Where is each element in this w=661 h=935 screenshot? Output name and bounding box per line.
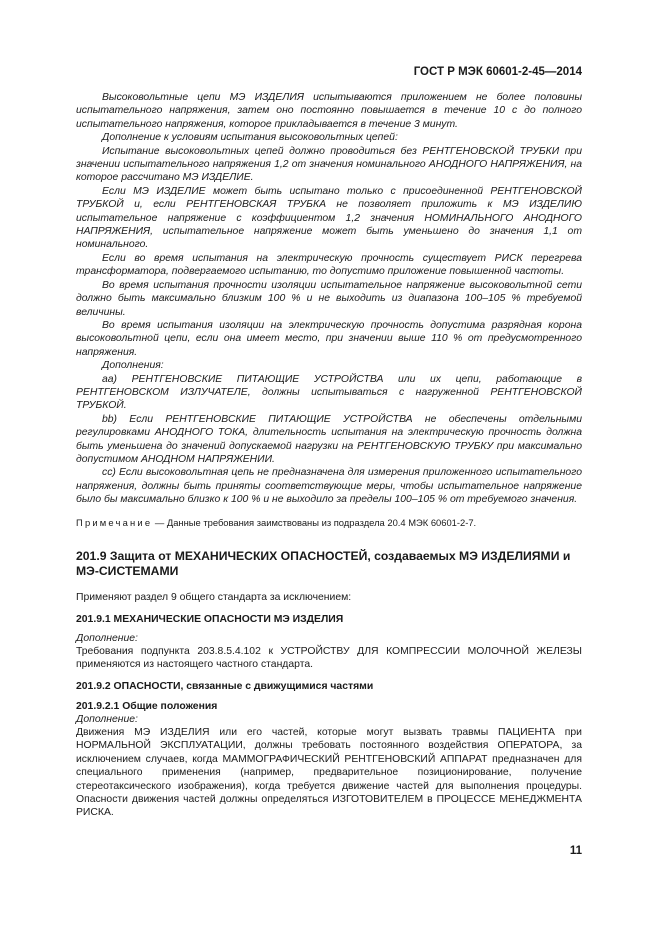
note-text: — Данные требования заимствованы из подраздела 20.4 МЭК 60601-2-7.: [152, 516, 477, 528]
addition-label: Дополнение:: [76, 633, 138, 644]
list-item: аа) РЕНТГЕНОВСКИЕ ПИТАЮЩИЕ УСТРОЙСТВА или их цепи, работающие в РЕНТГЕНОВСКОМ ИЗЛУЧАТЕЛЕ, должны испытываться с нагруженной РЕНТГЕНОВСКОЙ ТРУБКОЙ.: [76, 373, 582, 412]
list-item: bb) Если РЕНТГЕНОВСКИЕ ПИТАЮЩИЕ УСТРОЙСТВА не обеспечены отдельными регулировками АНОДНОГО ТОКА, длительность испытания на электрическую прочность должна быть уменьшена до значений допускаемой нагрузки на РЕНТГЕНОВСКУЮ ТРУБКУ при максимально допустимом АНОДНОМ НАПРЯЖЕНИИ.: [76, 413, 582, 465]
section-heading-201-9-2: 201.9.2 ОПАСНОСТИ, связанные с движущимися частями: [76, 681, 374, 692]
paragraph: Движения МЭ ИЗДЕЛИЯ или его частей, которые могут вызвать травмы ПАЦИЕНТА при НОРМАЛЬНОЙ ЭКСПЛУАТАЦИИ, должны требовать постоянного воздействия ОПЕРАТОРА, за исключением случаев, когда МАММОГРАФИЧЕСКИЙ РЕНТГЕНОВСКИЙ АППАРАТ предназначен для специального применения (например, предварительное позиционирование, получение стереотаксического изображения), когда требуется движение частей для выполнения процедуры. Опасности движения частей должны определяться ИЗГОТОВИТЕЛЕМ в ПРОЦЕССЕ МЕНЕДЖМЕНТА РИСКА.: [76, 727, 582, 819]
paragraph: Дополнение к условиям испытания высоковольтных цепей:: [102, 132, 398, 144]
paragraph: Если во время испытания на электрическую прочность существует РИСК перегрева трансформатора, подвергаемого испытанию, то допустимо приложение повышенной частоты.: [76, 252, 582, 278]
note: [76, 516, 582, 529]
paragraph: Дополнения:: [102, 360, 164, 372]
paragraph: Требования подпункта 203.8.5.4.102 к УСТРОЙСТВУ ДЛЯ КОМПРЕССИИ МОЛОЧНОЙ ЖЕЛЕЗЫ применяются из настоящего частного стандарта.: [76, 646, 582, 671]
note-label: Примечание: [76, 516, 153, 528]
section-heading-201-9: 201.9 Защита от МЕХАНИЧЕСКИХ ОПАСНОСТЕЙ, создаваемых МЭ ИЗДЕЛИЯМИ и МЭ-СИСТЕМАМИ: [76, 549, 571, 578]
test-requirements-block: [76, 91, 582, 529]
section-heading-201-9-2-1: 201.9.2.1 Общие положения: [76, 701, 218, 712]
section-heading-201-9-1: 201.9.1 МЕХАНИЧЕСКИЕ ОПАСНОСТИ МЭ ИЗДЕЛИЯ: [76, 614, 344, 625]
section-intro: Применяют раздел 9 общего стандарта за исключением:: [76, 592, 352, 603]
paragraph: Во время испытания прочности изоляции испытательное напряжение высоковольтной сети должно быть максимально близким 100 % и не выходить из диапазона 100–105 % требуемой величины.: [76, 279, 582, 318]
document-id-header: ГОСТ Р МЭК 60601-2-45—2014: [413, 66, 582, 78]
page-number: 11: [569, 845, 582, 857]
paragraph: Если МЭ ИЗДЕЛИЕ может быть испытано только с присоединенной РЕНТГЕНОВСКОЙ ТРУБКОЙ и, если РЕНТГЕНОВСКАЯ ТРУБКА не позволяет приложить к МЭ ИЗДЕЛИЮ испытательное напряжение с коэффициентом 1,2 значения НОМИНАЛЬНОГО АНОДНОГО НАПРЯЖЕНИЯ, испытательное напряжение может быть уменьшено до значения 1,1 от номинального.: [76, 185, 582, 251]
addition-label: Дополнение:: [76, 714, 138, 725]
paragraph: Во время испытания изоляции на электрическую прочность допустима разрядная корона высоковольтной цепи, если она имеет место, при значении выше 110 % от предусмотренного напряжения.: [76, 319, 582, 358]
paragraph: Испытание высоковольтных цепей должно проводиться без РЕНТГЕНОВСКОЙ ТРУБКИ при значении испытательного напряжения 1,2 от значения номинального АНОДНОГО НАПРЯЖЕНИЯ, на которое рассчитано МЭ ИЗДЕЛИЕ.: [76, 145, 582, 184]
list-item: сс) Если высоковольтная цепь не предназначена для измерения приложенного испытательного напряжения, должны быть приняты соответствующие меры, чтобы испытательное напряжение было бы максимально близко к 100 % и не выходило за пределы 100–105 % от требуемого значения.: [76, 467, 582, 506]
paragraph: Высоковольтные цепи МЭ ИЗДЕЛИЯ испытываются приложением не более половины испытательного напряжения, затем оно постоянно повышается в течение 10 с до полного испытательного напряжения, которое прикладывается в течение 3 минут.: [76, 92, 582, 130]
